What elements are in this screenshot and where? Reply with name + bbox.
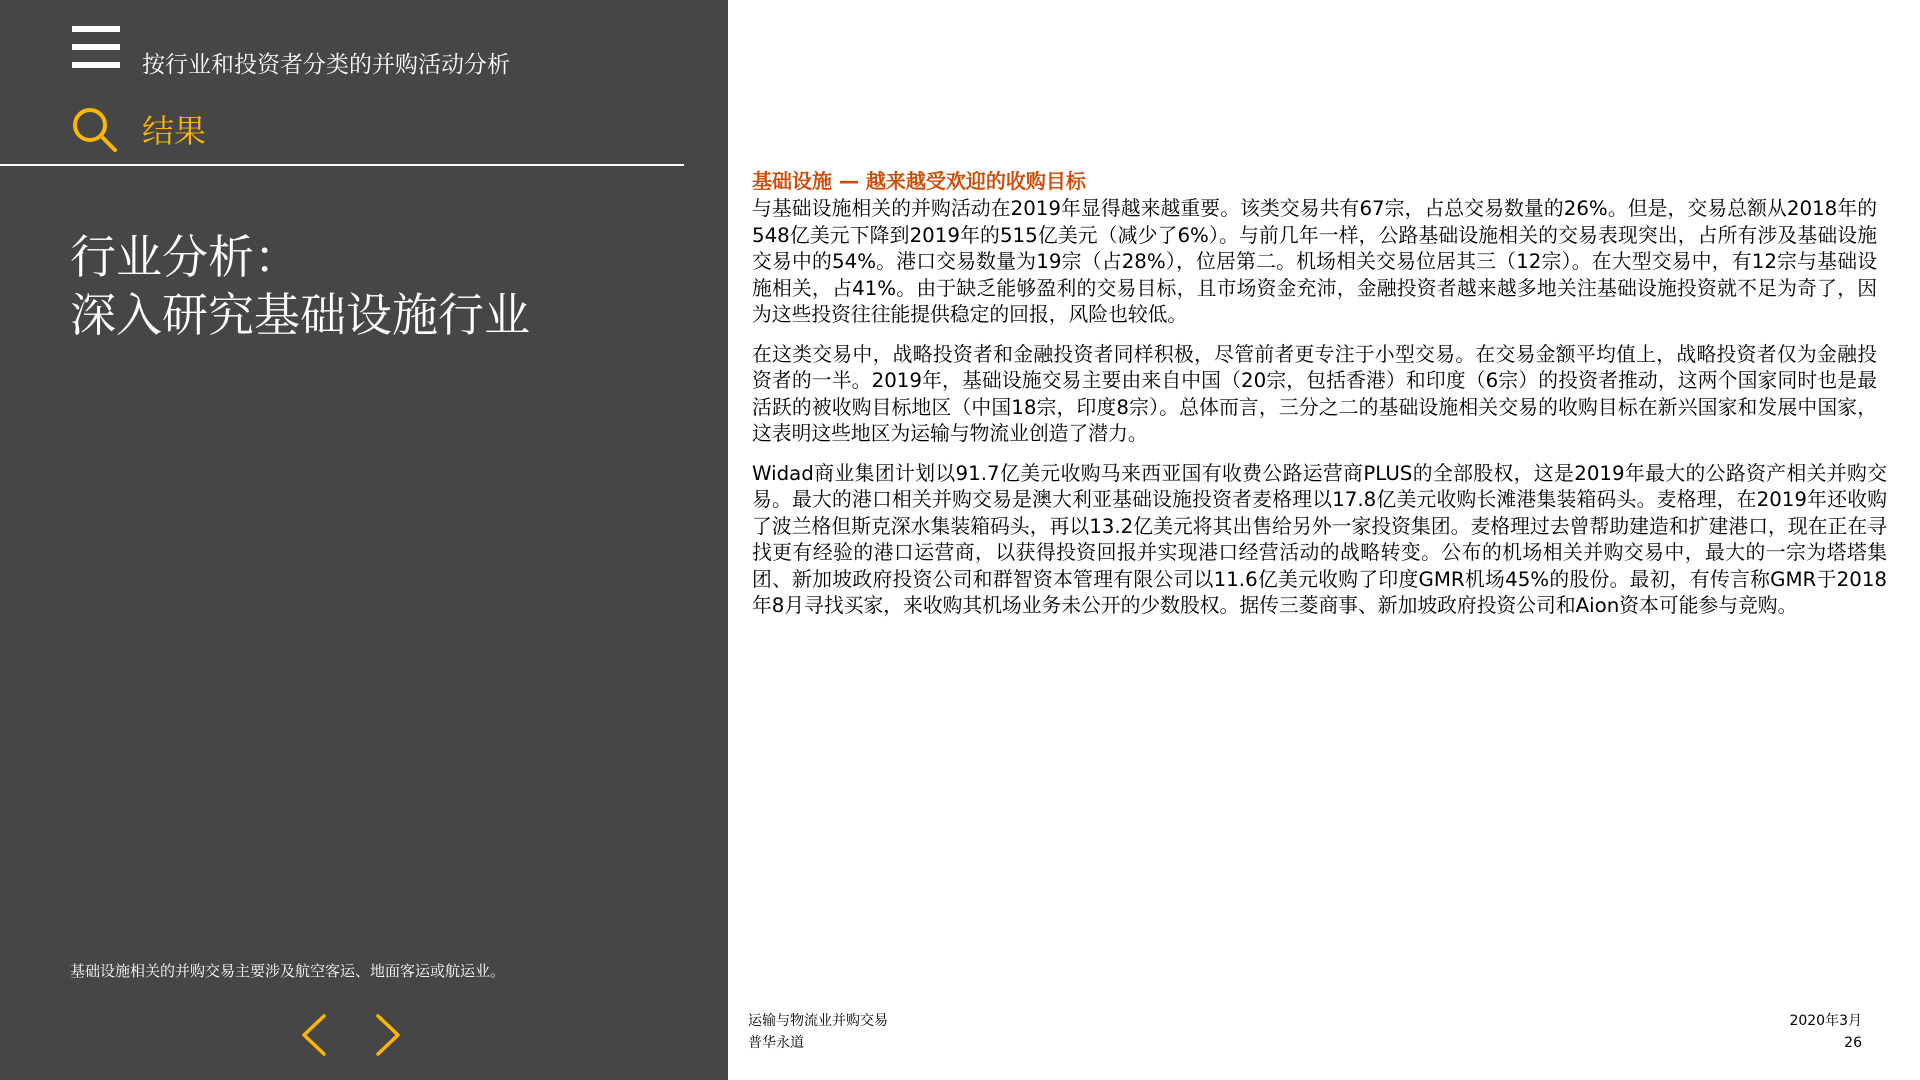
footer-left (748, 1010, 888, 1054)
chevron-left-icon[interactable] (296, 1010, 332, 1060)
footer-right (1789, 1010, 1862, 1054)
footer-date: 2020年3月 (1789, 1013, 1862, 1029)
chevron-right-icon[interactable] (370, 1010, 406, 1060)
search-icon[interactable] (70, 105, 120, 155)
article-content (752, 166, 1887, 633)
article-paragraph-2: 在这类交易中，战略投资者和金融投资者同样积极，尽管前者更专注于小型交易。在交易金额平均值上，战略投资者仅为金融投资者的一半。2019年，基础设施交易主要由来自中国（20宗，包括香港）和印度（6宗）的投资者推动，这两个国家同时也是最活跃的被收购目标地区（中国18宗，印度8宗）。总体而言，三分之二的基础设施相关交易的收购目标在新兴国家和发展中国家，这表明这些地区为运输与物流业创造了潜力。 (752, 342, 1877, 445)
page-header-title: 按行业和投资者分类的并购活动分析 (142, 52, 510, 78)
header-divider (0, 164, 684, 166)
footer-publication: 运输与物流业并购交易 (748, 1013, 888, 1029)
page-number: 26 (1844, 1035, 1862, 1051)
footer-company: 普华永道 (748, 1035, 804, 1051)
left-panel (0, 0, 728, 1080)
article-paragraph-3: Widad商业集团计划以91.7亿美元收购马来西亚国有收费公路运营商PLUS的全部股权，这是2019年最大的公路资产相关并购交易。最大的港口相关并购交易是澳大利亚基础设施投资者麦格理以17.8亿美元收购长滩港集装箱码头。麦格理，在2019年还收购了波兰格但斯克深水集装箱码头，再以13.2亿美元将其出售给另外一家投资集团。麦格理过去曾帮助建造和扩建港口，现在正在寻找更有经验的港口运营商，以获得投资回报并实现港口经营活动的战略转变。公布的机场相关并购交易中，最大的一宗为塔塔集团、新加坡政府投资公司和群智资本管理有限公司以11.6亿美元收购了印度GMR机场45%的股份。最初，有传言称GMR于2018年8月寻找买家，来收购其机场业务未公开的少数股权。据传三菱商事、新加坡政府投资公司和Aion资本可能参与竞购。 (752, 461, 1887, 617)
section-heading-line1: 行业分析： (70, 230, 300, 284)
article-heading: 基础设施 — 越来越受欢迎的收购目标 (752, 169, 1086, 193)
article-paragraph-1: 与基础设施相关的并购活动在2019年显得越来越重要。该类交易共有67宗，占总交易数量的26%。但是，交易总额从2018年的548亿美元下降到2019年的515亿美元（减少了6%）。与前几年一样，公路基础设施相关的交易表现突出，占所有涉及基础设施交易中的54%。港口交易数量为19宗（占28%），位居第二。机场相关交易位居其三（12宗）。在大型交易中，有12宗与基础设施相关，占41%。由于缺乏能够盈利的交易目标，且市场资金充沛，金融投资者越来越多地关注基础设施投资就不足为奇了，因为这些投资往往能提供稳定的回报，风险也较低。 (752, 197, 1877, 326)
footnote: 基础设施相关的并购交易主要涉及航空客运、地面客运或航运业。 (70, 962, 506, 980)
results-label[interactable]: 结果 (142, 112, 207, 150)
menu-icon[interactable] (72, 26, 120, 70)
section-heading (70, 228, 690, 344)
section-heading-line2: 深入研究基础设施行业 (70, 288, 530, 342)
